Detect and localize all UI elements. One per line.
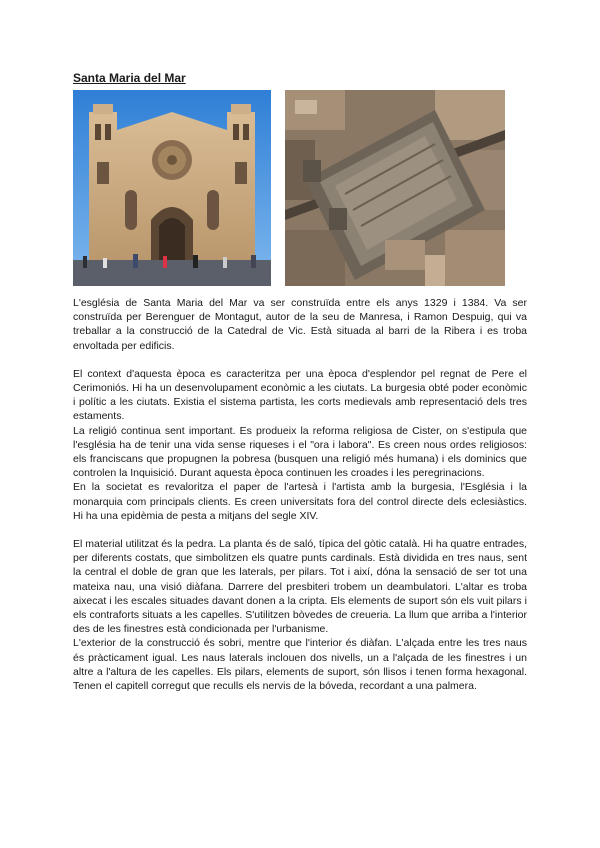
paragraph: L'exterior de la construcció és sobri, mentre que l'interior és diàfan. L'alçada entre les tres naus és pràcticament igual. Les naus laterals inclouen dos nivells, un a l'alçada de les finestres i un altre a l'altura de les capelles. Els pilars, elements de suport, són llisos i tenen forma hexagonal. Tenen el capitell corregut que reculls els nervis de la bóveda, recordant a una palmera.: [73, 637, 527, 693]
paragraph: En la societat es revaloritza el paper de l'artesà i l'artista amb la burgesia, l'Església i la monarquia com principals clients. Es creen universitats fora del control directe dels eclesiàstics. Hi ha una epidèmia de pesta a mitjans del segle XIV.: [73, 481, 527, 522]
facade-illustration: [73, 90, 271, 286]
paragraph: El context d'aquesta època es caracteritza per una època d'esplendor pel regnat de Pere el Cerimoniós. Hi ha un desenvolupament econòmic a les ciutats. La burgesia obté poder econòmic i polític a les ciutats. Existia el sistema partista, les corts medievals amb representació dels tres estaments.: [73, 367, 527, 423]
paragraph: La religió continua sent important. Es produeix la reforma religiosa de Cister, on s'estipula que l'església ha de tenir una vida sense riqueses i el "ora i labora". Es creen nous ordes religiosos: els franciscans que propugnen la pobresa (busquen una religió més humana) i els dominics que controlen la Inquisició. Durant aquesta època continuen les croades i les peregrinacions.: [73, 424, 527, 480]
paragraph: L'església de Santa Maria del Mar va ser construïda entre els anys 1329 i 1384. Va ser construïda per Berenguer de Montagut, autor de la seu de Manresa, i Ramon Despuig, qui va treballar a la construcció de la Catedral de Vic. Està situada al barri de la Ribera i es troba envoltada per edificis.: [73, 297, 527, 352]
paragraph: El material utilitzat és la pedra. La planta és de saló, típica del gòtic català. Hi ha quatre entrades, per diferents costats, que simbolitzen els quatre punts cardinals. Està dividida en tres naus, sent la central el doble de gran que les laterals, per pilars. Tot i així, dóna la sensació de ser tot una mateixa nau, una visió diàfana. Darrere del presbiteri trobem un deambulatori. L'altar es troba aixecat i les escales situades davant donen a la cripta. Els elements de suport són els vuit pilars i els contraforts situats a les capelles. S'utilitzen bòvedes de creueria. La llum que arriba a l'interior des de les finestres està condicionada per l'urbanisme.: [73, 538, 527, 636]
body-text: [73, 296, 527, 693]
aerial-photo: [285, 90, 505, 286]
aerial-illustration: [285, 90, 505, 286]
document-title: Santa Maria del Mar: [73, 71, 186, 85]
facade-photo: [73, 90, 271, 286]
